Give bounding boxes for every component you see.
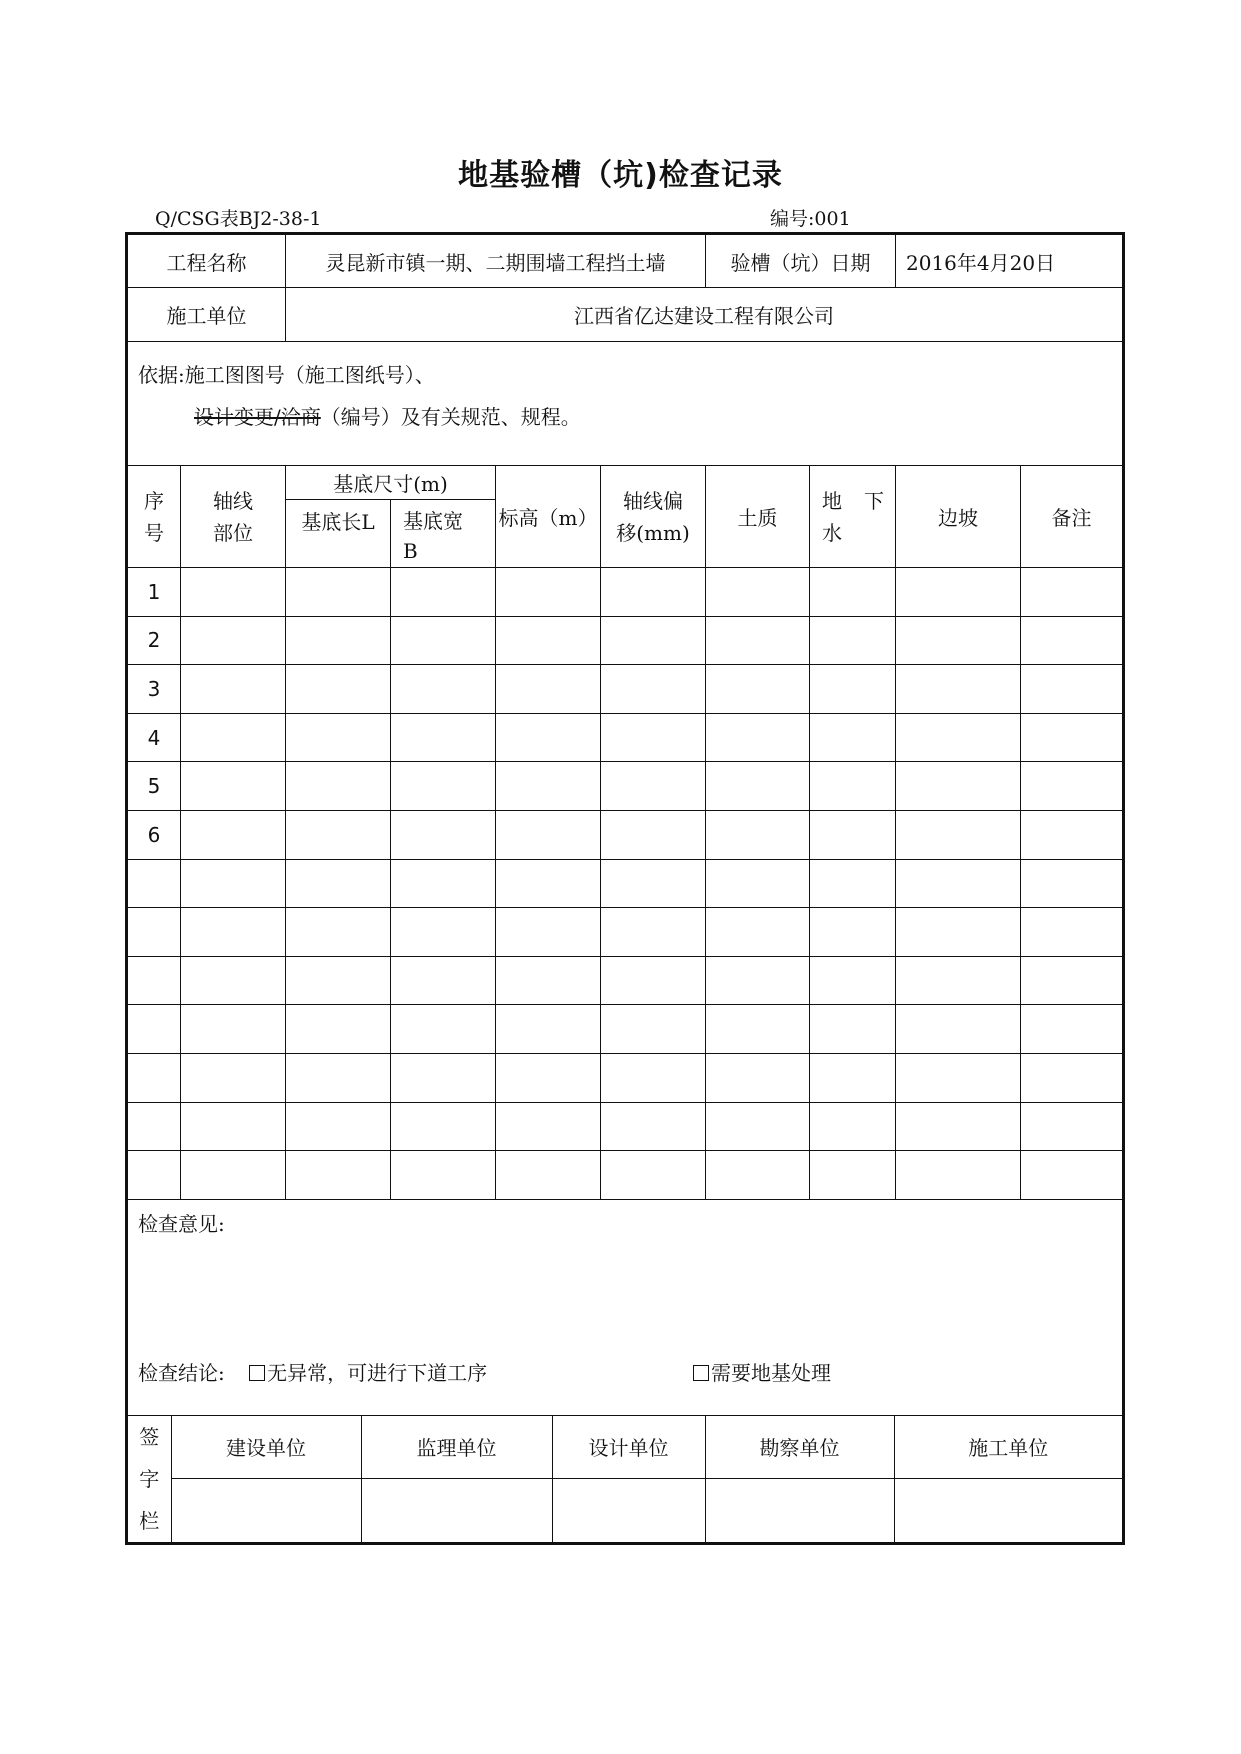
table-cell[interactable] xyxy=(286,762,391,811)
checkbox-foundation-treatment[interactable] xyxy=(693,1365,709,1381)
table-cell[interactable] xyxy=(1021,810,1124,859)
table-cell[interactable] xyxy=(181,810,286,859)
basis-line-2 xyxy=(138,396,1112,438)
option-no-anomaly[interactable]: 无异常，可进行下道工序 xyxy=(249,1361,487,1385)
table-row xyxy=(127,1151,1124,1200)
table-cell[interactable] xyxy=(391,568,496,617)
table-row xyxy=(127,810,1124,859)
table-cell[interactable] xyxy=(391,810,496,859)
header-base-width: 基底宽 B xyxy=(391,500,496,568)
table-cell[interactable] xyxy=(896,1053,1021,1102)
table-cell[interactable] xyxy=(181,762,286,811)
table-cell[interactable] xyxy=(391,908,496,957)
table-cell[interactable] xyxy=(601,1053,706,1102)
table-cell[interactable] xyxy=(496,713,601,762)
opinion-label: 检查意见: xyxy=(138,1211,225,1236)
table-row xyxy=(127,568,1124,617)
signature-box-contractor[interactable] xyxy=(894,1479,1122,1542)
table-cell[interactable] xyxy=(1021,859,1124,908)
table-cell[interactable] xyxy=(706,568,810,617)
table-cell[interactable] xyxy=(810,859,896,908)
table-cell[interactable] xyxy=(286,1151,391,1200)
table-cell[interactable] xyxy=(496,908,601,957)
table-cell[interactable] xyxy=(896,810,1021,859)
table-cell[interactable] xyxy=(601,810,706,859)
signature-box-surveyor[interactable] xyxy=(705,1479,894,1542)
table-cell[interactable] xyxy=(896,908,1021,957)
signature-box-designer[interactable] xyxy=(552,1479,705,1542)
serial-number xyxy=(770,204,851,231)
table-cell[interactable] xyxy=(601,1102,706,1151)
table-cell[interactable] xyxy=(706,713,810,762)
table-cell[interactable] xyxy=(181,1005,286,1054)
table-cell[interactable] xyxy=(181,859,286,908)
table-row xyxy=(127,956,1124,1005)
conclusion-line xyxy=(138,1357,831,1386)
serial-value: 001 xyxy=(814,208,851,230)
signature-box-owner[interactable] xyxy=(171,1479,361,1542)
table-cell[interactable] xyxy=(391,956,496,1005)
table-cell[interactable] xyxy=(601,762,706,811)
table-cell[interactable] xyxy=(391,1005,496,1054)
table-cell[interactable] xyxy=(496,762,601,811)
table-cell[interactable] xyxy=(286,810,391,859)
header-groundwater: 地 下 水 xyxy=(810,466,896,568)
table-cell[interactable] xyxy=(896,956,1021,1005)
table-cell[interactable] xyxy=(810,665,896,714)
table-cell[interactable] xyxy=(896,859,1021,908)
row-number: 5 xyxy=(127,762,181,811)
table-cell[interactable] xyxy=(391,1102,496,1151)
table-cell[interactable] xyxy=(1021,762,1124,811)
table-cell[interactable] xyxy=(601,665,706,714)
table-cell[interactable] xyxy=(601,616,706,665)
table-cell[interactable] xyxy=(391,1151,496,1200)
table-cell[interactable] xyxy=(706,616,810,665)
header-axis-offset: 轴线偏 移(mm) xyxy=(601,466,706,568)
header-remarks: 备注 xyxy=(1021,466,1124,568)
table-cell[interactable] xyxy=(810,762,896,811)
table-cell[interactable] xyxy=(896,616,1021,665)
table-cell[interactable] xyxy=(496,859,601,908)
table-cell[interactable] xyxy=(181,956,286,1005)
table-cell[interactable] xyxy=(810,568,896,617)
table-cell[interactable] xyxy=(706,859,810,908)
table-cell[interactable] xyxy=(286,1102,391,1151)
sign-unit-contractor: 施工单位 xyxy=(894,1416,1122,1479)
page-title: 地基验槽（坑)检查记录 xyxy=(458,158,783,193)
table-cell[interactable] xyxy=(1021,665,1124,714)
table-cell[interactable] xyxy=(391,859,496,908)
option-foundation-treatment[interactable]: 需要地基处理 xyxy=(693,1357,831,1386)
contractor-value: 江西省亿达建设工程有限公司 xyxy=(286,288,1124,342)
table-cell[interactable] xyxy=(286,1005,391,1054)
table-cell[interactable] xyxy=(896,568,1021,617)
table-cell[interactable] xyxy=(391,713,496,762)
table-row xyxy=(127,1102,1124,1151)
table-cell[interactable] xyxy=(391,616,496,665)
table-cell[interactable] xyxy=(286,713,391,762)
table-cell[interactable] xyxy=(496,1053,601,1102)
table-cell[interactable] xyxy=(1021,1005,1124,1054)
table-cell[interactable] xyxy=(286,616,391,665)
header-axis-position: 轴线 部位 xyxy=(181,466,286,568)
row-number xyxy=(127,1005,181,1054)
basis-line-1: 依据:施工图图号（施工图纸号）、 xyxy=(138,363,435,387)
table-cell[interactable] xyxy=(896,713,1021,762)
inspection-date-value: 2016年4月20日 xyxy=(896,234,1124,288)
signature-box-supervisor[interactable] xyxy=(361,1479,552,1542)
table-row xyxy=(127,1053,1124,1102)
sign-unit-owner: 建设单位 xyxy=(171,1416,361,1479)
table-row xyxy=(127,1005,1124,1054)
table-row xyxy=(127,665,1124,714)
row-number xyxy=(127,1102,181,1151)
table-cell[interactable] xyxy=(1021,956,1124,1005)
table-cell[interactable] xyxy=(810,1102,896,1151)
table-cell[interactable] xyxy=(496,665,601,714)
table-row xyxy=(127,616,1124,665)
basis-line-2-text: （编号）及有关规范、规程。 xyxy=(320,405,581,429)
table-row xyxy=(127,859,1124,908)
table-cell[interactable] xyxy=(601,713,706,762)
header-elevation: 标高（m） xyxy=(496,466,601,568)
table-cell[interactable] xyxy=(706,956,810,1005)
table-cell[interactable] xyxy=(896,1151,1021,1200)
table-cell[interactable] xyxy=(810,1053,896,1102)
table-cell[interactable] xyxy=(1021,1151,1124,1200)
table-cell[interactable] xyxy=(810,956,896,1005)
table-cell[interactable] xyxy=(1021,1102,1124,1151)
table-row xyxy=(127,762,1124,811)
row-number xyxy=(127,1151,181,1200)
table-cell[interactable] xyxy=(496,810,601,859)
table-cell[interactable] xyxy=(181,1053,286,1102)
table-cell[interactable] xyxy=(601,1151,706,1200)
header-base-length: 基底长L xyxy=(286,500,391,568)
table-cell[interactable] xyxy=(601,859,706,908)
table-cell[interactable] xyxy=(496,616,601,665)
table-cell[interactable] xyxy=(810,1005,896,1054)
table-cell[interactable] xyxy=(601,1005,706,1054)
table-cell[interactable] xyxy=(391,665,496,714)
sign-unit-surveyor: 勘察单位 xyxy=(705,1416,894,1479)
table-cell[interactable] xyxy=(496,1102,601,1151)
table-cell[interactable] xyxy=(896,1005,1021,1054)
table-cell[interactable] xyxy=(286,665,391,714)
table-cell[interactable] xyxy=(496,1005,601,1054)
table-cell[interactable] xyxy=(181,1102,286,1151)
table-cell[interactable] xyxy=(286,1053,391,1102)
table-cell[interactable] xyxy=(1021,568,1124,617)
table-cell[interactable] xyxy=(706,810,810,859)
table-cell[interactable] xyxy=(601,908,706,957)
table-cell[interactable] xyxy=(181,713,286,762)
checkbox-no-anomaly[interactable] xyxy=(249,1365,265,1381)
table-cell[interactable] xyxy=(1021,616,1124,665)
signature-section xyxy=(127,1415,1124,1543)
row-number: 1 xyxy=(127,568,181,617)
form-code: Q/CSG表BJ2-38-1 xyxy=(155,208,322,230)
signature-table xyxy=(128,1416,1122,1542)
table-cell[interactable] xyxy=(181,665,286,714)
table-cell[interactable] xyxy=(810,1151,896,1200)
basis-section xyxy=(127,342,1124,466)
table-cell[interactable] xyxy=(706,1005,810,1054)
project-name-label: 工程名称 xyxy=(127,234,286,288)
table-cell[interactable] xyxy=(601,568,706,617)
table-cell[interactable] xyxy=(1021,908,1124,957)
table-cell[interactable] xyxy=(810,616,896,665)
row-number xyxy=(127,1053,181,1102)
row-number: 3 xyxy=(127,665,181,714)
table-cell[interactable] xyxy=(706,1151,810,1200)
serial-label: 编号: xyxy=(770,208,815,230)
inspection-record-table xyxy=(125,232,1125,1545)
table-cell[interactable] xyxy=(286,859,391,908)
table-row xyxy=(127,713,1124,762)
table-cell[interactable] xyxy=(496,568,601,617)
table-cell[interactable] xyxy=(391,762,496,811)
project-name-value: 灵昆新市镇一期、二期围墙工程挡土墙 xyxy=(286,234,706,288)
row-number xyxy=(127,956,181,1005)
table-cell[interactable] xyxy=(286,956,391,1005)
table-cell[interactable] xyxy=(706,762,810,811)
row-number xyxy=(127,859,181,908)
table-cell[interactable] xyxy=(286,908,391,957)
row-number: 6 xyxy=(127,810,181,859)
table-cell[interactable] xyxy=(706,908,810,957)
row-number xyxy=(127,908,181,957)
header-base-size: 基底尺寸(m) xyxy=(286,466,496,500)
sign-unit-supervisor: 监理单位 xyxy=(361,1416,552,1479)
row-number: 4 xyxy=(127,713,181,762)
table-cell[interactable] xyxy=(1021,713,1124,762)
table-cell[interactable] xyxy=(810,908,896,957)
conclusion-label: 检查结论: xyxy=(138,1360,225,1385)
header-soil: 土质 xyxy=(706,466,810,568)
inspection-section xyxy=(127,1199,1124,1415)
table-cell[interactable] xyxy=(391,1053,496,1102)
table-row xyxy=(127,908,1124,957)
header-seq: 序 号 xyxy=(127,466,181,568)
table-cell[interactable] xyxy=(706,1053,810,1102)
sign-unit-designer: 设计单位 xyxy=(552,1416,705,1479)
table-cell[interactable] xyxy=(181,908,286,957)
table-cell[interactable] xyxy=(181,568,286,617)
signature-column-label: 签 字 栏 xyxy=(128,1416,171,1542)
table-cell[interactable] xyxy=(896,1102,1021,1151)
basis-struck-text: 设计变更/洽商 xyxy=(194,405,321,429)
table-cell[interactable] xyxy=(706,1102,810,1151)
table-cell[interactable] xyxy=(181,1151,286,1200)
data-rows xyxy=(127,568,1124,1200)
table-cell[interactable] xyxy=(496,956,601,1005)
header-slope: 边坡 xyxy=(896,466,1021,568)
table-cell[interactable] xyxy=(810,810,896,859)
table-cell[interactable] xyxy=(810,713,896,762)
table-cell[interactable] xyxy=(496,1151,601,1200)
table-cell[interactable] xyxy=(286,568,391,617)
table-cell[interactable] xyxy=(896,762,1021,811)
table-cell[interactable] xyxy=(181,616,286,665)
row-number: 2 xyxy=(127,616,181,665)
contractor-label: 施工单位 xyxy=(127,288,286,342)
table-cell[interactable] xyxy=(1021,1053,1124,1102)
inspection-date-label: 验槽（坑）日期 xyxy=(706,234,896,288)
table-cell[interactable] xyxy=(706,665,810,714)
table-cell[interactable] xyxy=(896,665,1021,714)
table-cell[interactable] xyxy=(601,956,706,1005)
